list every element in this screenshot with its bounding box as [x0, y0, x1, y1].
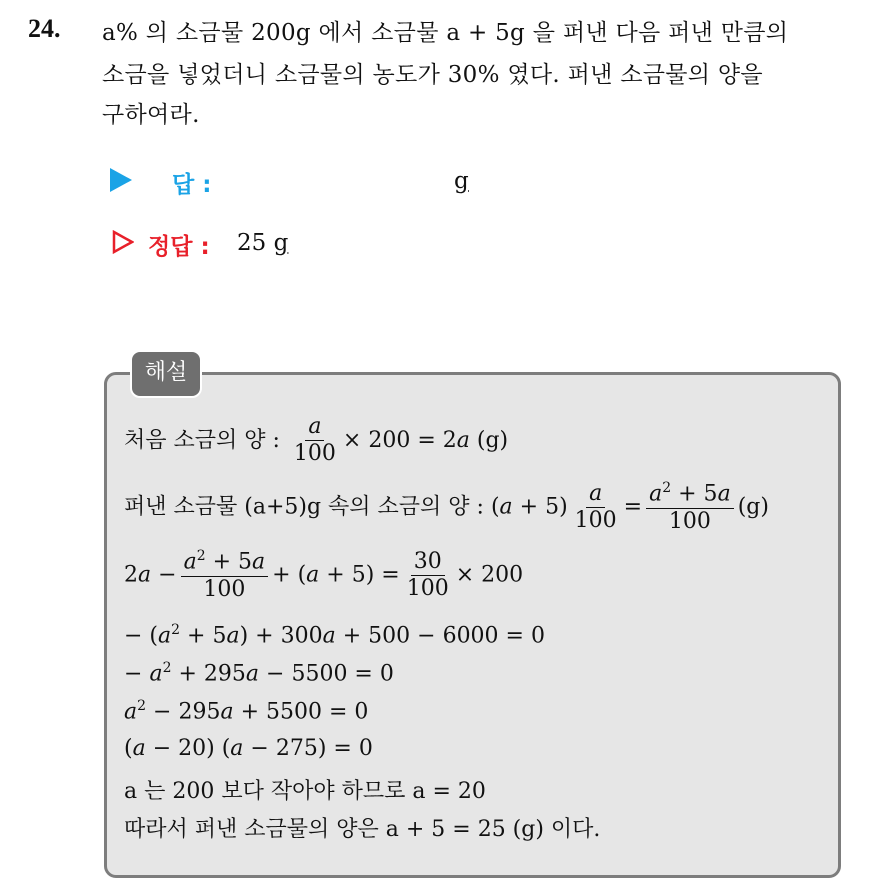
correct-answer-arrow-icon	[112, 230, 134, 258]
correct-answer	[237, 230, 288, 256]
answer-arrow-icon	[110, 168, 132, 192]
question-line-2: 소금을 넣었더니 소금물의 농도가 30% 였다. 퍼낸 소금물의 양을	[102, 62, 763, 88]
explanation-line-4: 따라서 퍼낸 소금물의 양은 a + 5 = 25 (g) 이다.	[124, 817, 601, 842]
answer-label: 답 :	[172, 172, 212, 198]
equation-3: − $a^2 + 295a - 5500 = 0$	[124, 660, 394, 687]
equation-4: $a^2 - 295a + 5500 = 0$	[124, 698, 369, 725]
equation-2: − $(a^2 + 5a) + 300a + 500 - 6000 = 0$	[124, 622, 545, 649]
equation-1: 2a − $\frac{a^2 + 5a}{100}$ + (a + 5) = $\frac{30}{100}$ × 200	[124, 548, 524, 602]
correct-answer-unit: g	[273, 230, 289, 256]
equation-5: (a − 20) (a − 275) = 0	[124, 736, 373, 761]
answer-unit: g	[454, 168, 469, 194]
explanation-line-1: 처음 소금의 양 : $\frac{a}{100}$ × 200 = 2a (g)	[124, 414, 509, 467]
question-line-3: 구하여라.	[102, 102, 200, 128]
question-number: 24.	[28, 14, 61, 43]
correct-answer-value: 25	[237, 230, 267, 256]
question-line-1: a% 의 소금물 200g 에서 소금물 a + 5g 을 퍼낸 다음 퍼낸 만큼의	[102, 20, 789, 46]
explanation-tab: 해설	[130, 350, 202, 398]
explanation-line-2: 퍼낸 소금물 (a+5)g 속의 소금의 양 : (a + 5) $\frac{a}{100}$ = $\frac{a^2 + 5a}{100}$ (g)	[124, 480, 769, 534]
correct-answer-label: 정답 :	[148, 234, 210, 260]
explanation-line-3: a 는 200 보다 작아야 하므로 a = 20	[124, 779, 486, 804]
